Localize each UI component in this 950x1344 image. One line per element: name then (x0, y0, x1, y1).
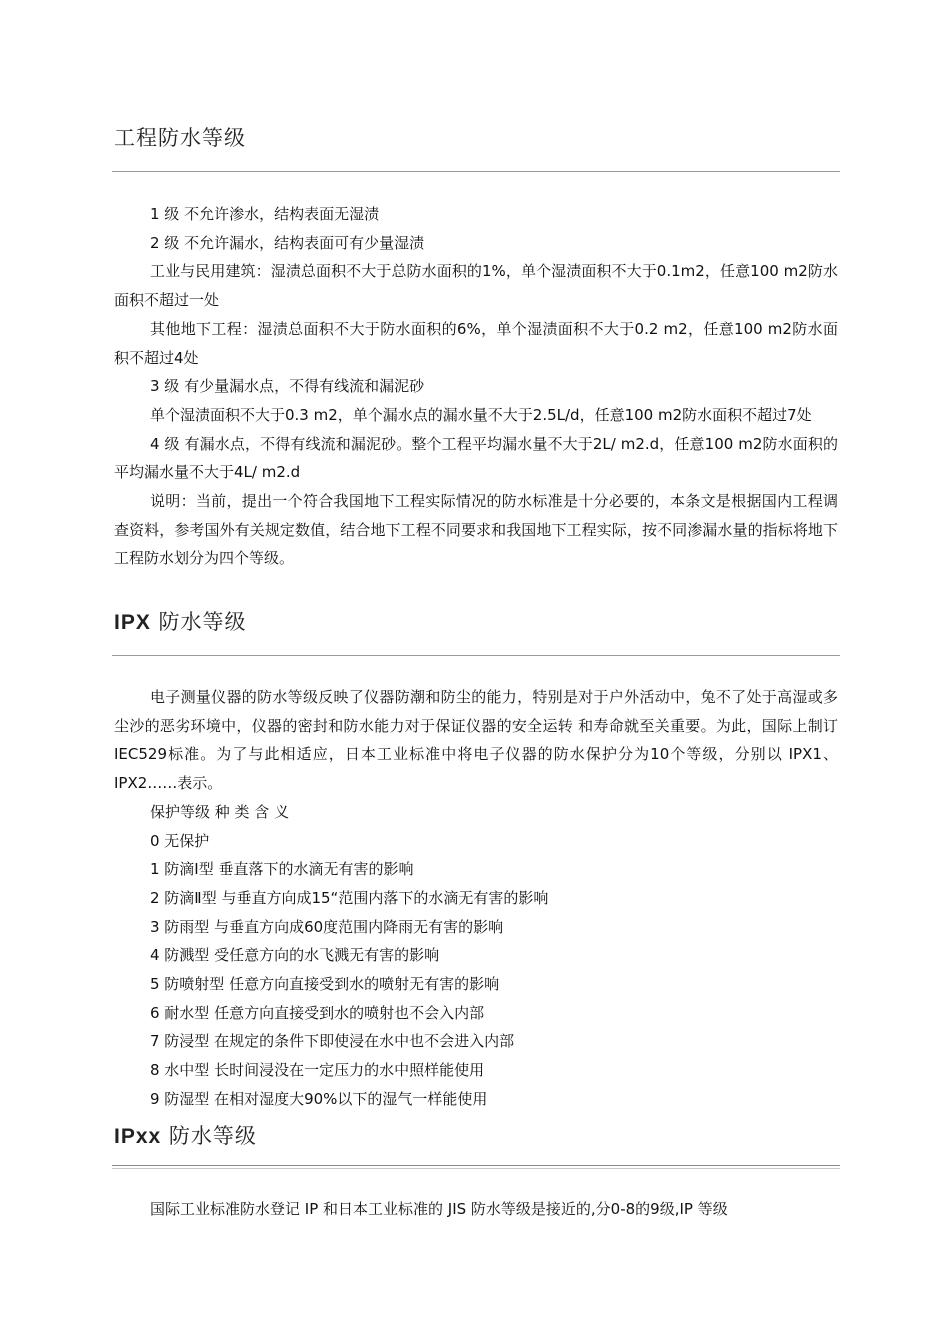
paragraph: 4 级 有漏水点，不得有线流和漏泥砂。整个工程平均漏水量不大于2L/ m2.d，任意100 m2防水面积的平均漏水量不大于4L/ m2.d (114, 434, 838, 482)
divider-line (112, 1165, 840, 1166)
section-body-ipxx (114, 1195, 838, 1224)
paragraph: 3 级 有少量漏水点，不得有线流和漏泥砂 (150, 377, 425, 396)
level-row: 4 防溅型 受任意方向的水飞溅无有害的影响 (150, 946, 440, 965)
divider-line (112, 655, 840, 656)
level-row: 2 防滴Ⅱ型 与垂直方向成15“范围内落下的水滴无有害的影响 (150, 888, 549, 907)
title-prefix: IPxx (114, 1125, 162, 1148)
title-rest: 防水等级 (150, 610, 247, 634)
paragraph: 电子测量仪器的防水等级反映了仪器防潮和防尘的能力，特别是对于户外活动中，兔不了处于高湿或多尘沙的恶劣环境中，仪器的密封和防水能力对于保证仪器的安全运转 和寿命就至关重要。为此，国际上制订 IEC529标准。为了与此相适应，日本工业标准中将电子仪器的防水保护分为10个等级，分别以 IPX1、IPX2……表示。 (114, 688, 838, 793)
section-title-engineering-waterproof: 工程防水等级 (114, 126, 246, 150)
level-row: 9 防湿型 在相对湿度大90%以下的湿气一样能使用 (150, 1089, 488, 1108)
level-row: 1 防滴Ⅰ型 垂直落下的水滴无有害的影响 (150, 860, 414, 879)
paragraph: 1 级 不允许渗水，结构表面无湿渍 (150, 205, 380, 223)
section-title-ipx (114, 606, 247, 636)
section-body-engineering (114, 200, 838, 573)
paragraph: 2 级 不允许漏水，结构表面可有少量湿渍 (150, 233, 425, 252)
divider-line (112, 171, 840, 172)
paragraph: 单个湿渍面积不大于0.3 m2，单个漏水点的漏水量不大于2.5L/d，任意100 m2防水面积不超过7处 (150, 405, 812, 424)
section-body-ipx (114, 683, 838, 1114)
level-row: 8 水中型 长时间浸没在一定压力的水中照样能使用 (150, 1061, 485, 1080)
paragraph: 国际工业标准防水登记 IP 和日本工业标准的 JIS 防水等级是接近的,分0-8的9级,IP 等级 (150, 1200, 728, 1218)
table-header: 保护等级 种 类 含 义 (150, 802, 290, 821)
paragraph: 工业与民用建筑：湿渍总面积不大于总防水面积的1%，单个湿渍面积不大于0.1m2，任意100 m2防水面积不超过一处 (114, 262, 838, 310)
paragraph: 说明：当前，提出一个符合我国地下工程实际情况的防水标准是十分必要的，本条文是根据国内工程调查资料，参考国外有关规定数值，结合地下工程不同要求和我国地下工程实际，按不同渗漏水量的指标将地下工程防水划分为四个等级。 (114, 492, 838, 568)
level-row: 5 防喷射型 任意方向直接受到水的喷射无有害的影响 (150, 975, 500, 994)
level-row: 3 防雨型 与垂直方向成60度范围内降雨无有害的影响 (150, 917, 504, 936)
level-row: 0 无保护 (150, 831, 210, 850)
section-title-ipxx (114, 1120, 257, 1150)
level-row: 7 防浸型 在规定的条件下即使浸在水中也不会进入内部 (150, 1032, 515, 1051)
paragraph: 其他地下工程：湿渍总面积不大于防水面积的6%，单个湿渍面积不大于0.2 m2，任意100 m2防水面积不超过4处 (114, 319, 838, 367)
level-row: 6 耐水型 任意方向直接受到水的喷射也不会入内部 (150, 1003, 485, 1022)
title-rest: 防水等级 (161, 1124, 257, 1148)
title-prefix: IPX (114, 611, 151, 634)
